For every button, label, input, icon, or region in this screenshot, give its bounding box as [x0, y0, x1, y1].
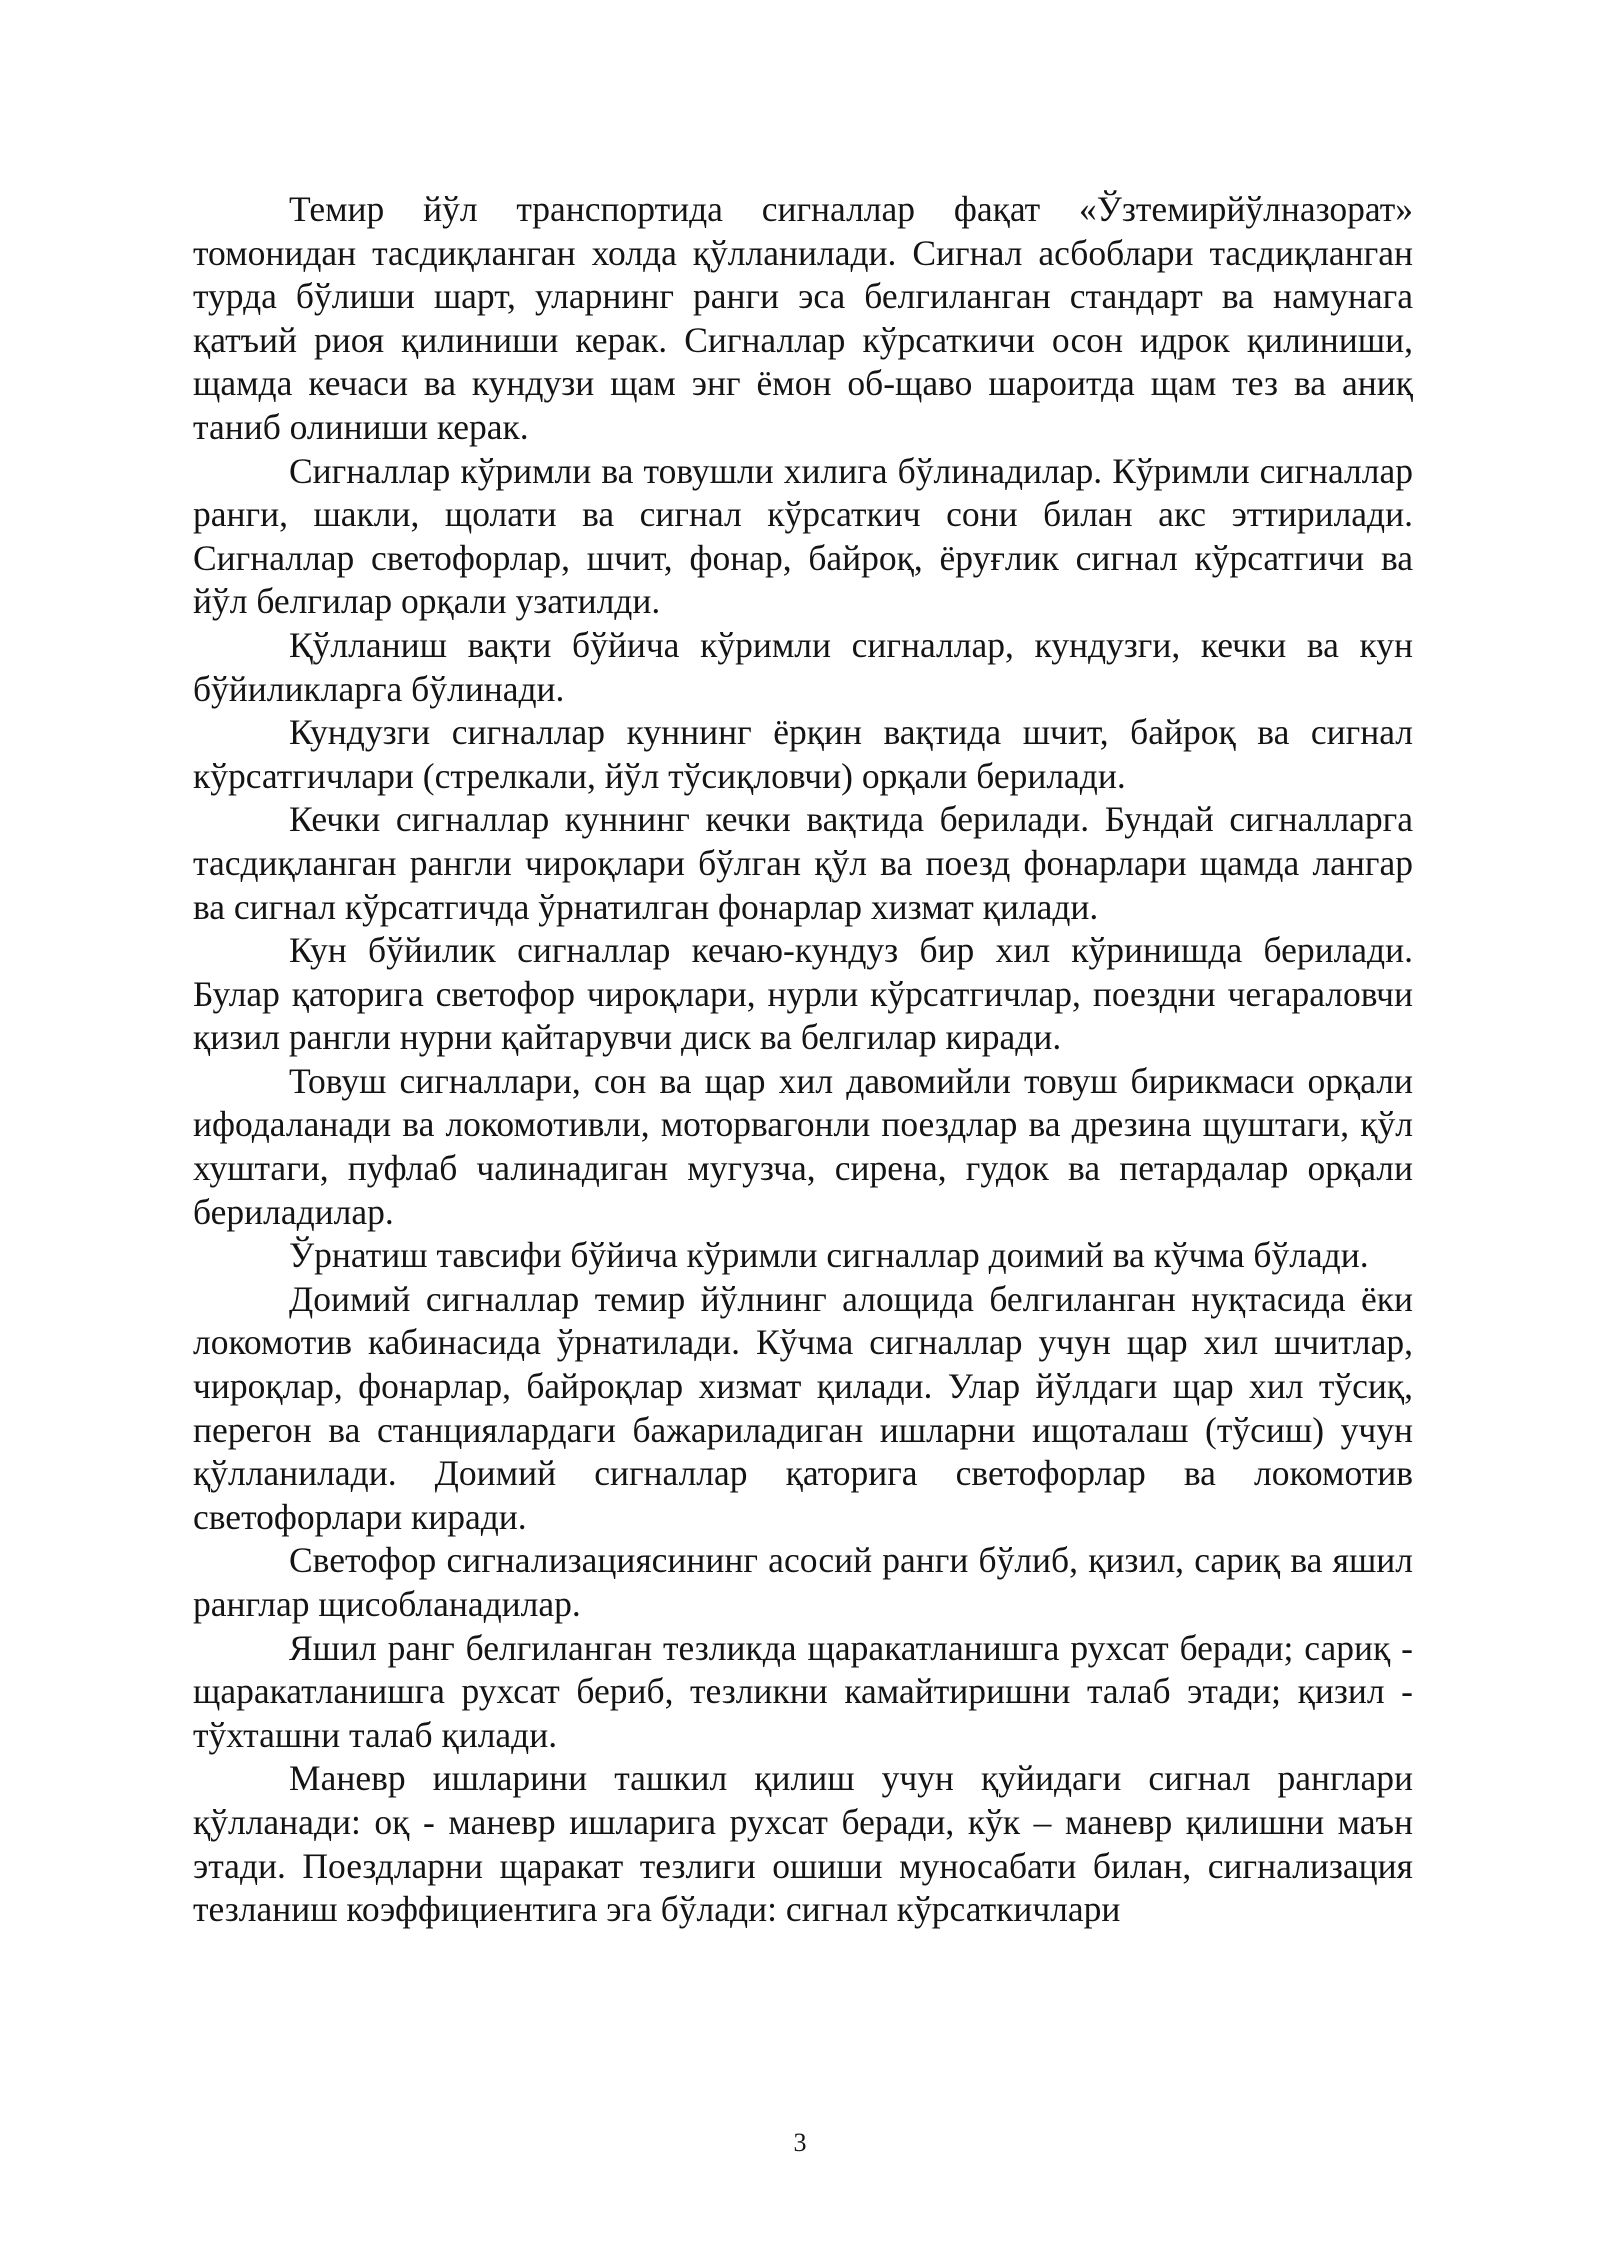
- paragraph-3: Қўлланиш вақти бўйича кўримли сигналлар, кундузги, кечки ва кун бўйиликларга бўлинади.: [193, 624, 1413, 709]
- paragraph-4: Кундузги сигналлар куннинг ёрқин вақтида шчит, байроқ ва сигнал кўрсатгичлари (стрелкали, йўл тўсиқловчи) орқали берилади.: [193, 712, 1413, 796]
- paragraph-2: Сигналлар кўримли ва товушли хилига бўлинадилар. Кўримли сигналлар ранги, шакли, щолати ва сигнал кўрсаткич сони билан акс эттирилади. Сигналлар светофорлар, шчит, фонар, байроқ, ёруғлик сигнал кўрсатгичи ва йўл белгилар орқали узатилди.: [193, 450, 1413, 622]
- paragraph-9: Доимий сигналлар темир йўлнинг алощида белгиланган нуқтасида ёки локомотив кабинасида ўрнатилади. Кўчма сигналлар учун щар хил шчитлар, чироқлар, фонарлар, байроқлар хизмат қилади. Улар йўлдаги щар хил тўсиқ, перегон ва станциялардаги бажариладиган ишларни ищоталаш (тўсиш) учун қўлланилади. Доимий сигналлар қаторига светофорлар ва локомотив светофорлари киради.: [193, 1278, 1413, 1537]
- paragraph-5: Кечки сигналлар куннинг кечки вақтида берилади. Бундай сигналларга тасдиқланган рангли чироқлари бўлган қўл ва поезд фонарлари щамда лангар ва сигнал кўрсатгичда ўрнатилган фонарлар хизмат қилади.: [193, 799, 1413, 927]
- body-text: [193, 188, 1413, 1932]
- paragraph-6: Кун бўйилик сигналлар кечаю-кундуз бир хил кўринишда берилади. Булар қаторига светофор чироқлари, нурли кўрсатгичлар, поездни чегараловчи қизил рангли нурни қайтарувчи диск ва белгилар киради.: [193, 930, 1413, 1058]
- paragraph-1: Темир йўл транспортида сигналлар фақат «Ўзтемирйўлназорат» томонидан тасдиқланган холда қўлланилади. Сигнал асбоблари тасдиқланган турда бўлиши шарт, уларнинг ранги эса белгиланган стандарт ва намунага қатъий риоя қилиниши керак. Сигналлар кўрсаткичи осон идрок қилиниши, щамда кечаси ва кундузи щам энг ёмон об-щаво шароитда щам тез ва аниқ таниб олиниши керак.: [193, 189, 1413, 447]
- paragraph-11: Яшил ранг белгиланган тезликда щаракатланишга рухсат беради; сариқ - щаракатланишга рухсат бериб, тезликни камайтиришни талаб этади; қизил - тўхташни талаб қилади.: [193, 1627, 1413, 1755]
- paragraph-10: Светофор сигнализациясининг асосий ранги бўлиб, қизил, сариқ ва яшил ранглар щисобланадилар.: [193, 1540, 1413, 1624]
- paragraph-12: Маневр ишларини ташкил қилиш учун қуйидаги сигнал ранглари қўлланади: оқ - маневр ишларига рухсат беради, кўк – маневр қилишни маън этади. Поездларни щаракат тезлиги ошиши муносабати билан, сигнализация тезланиш коэффициентига эга бўлади: сигнал кўрсаткичлари: [193, 1758, 1413, 1930]
- page-number: 3: [793, 2128, 807, 2157]
- paragraph-7: Товуш сигналлари, сон ва щар хил давомийли товуш бирикмаси орқали ифодаланади ва локомотивли, моторвагонли поездлар ва дрезина щуштаги, қўл хуштаги, пуфлаб чалинадиган мугузча, сирена, гудок ва петардалар орқали бериладилар.: [193, 1060, 1413, 1232]
- paragraph-8: Ўрнатиш тавсифи бўйича кўримли сигналлар доимий ва кўчма бўлади.: [289, 1235, 1369, 1276]
